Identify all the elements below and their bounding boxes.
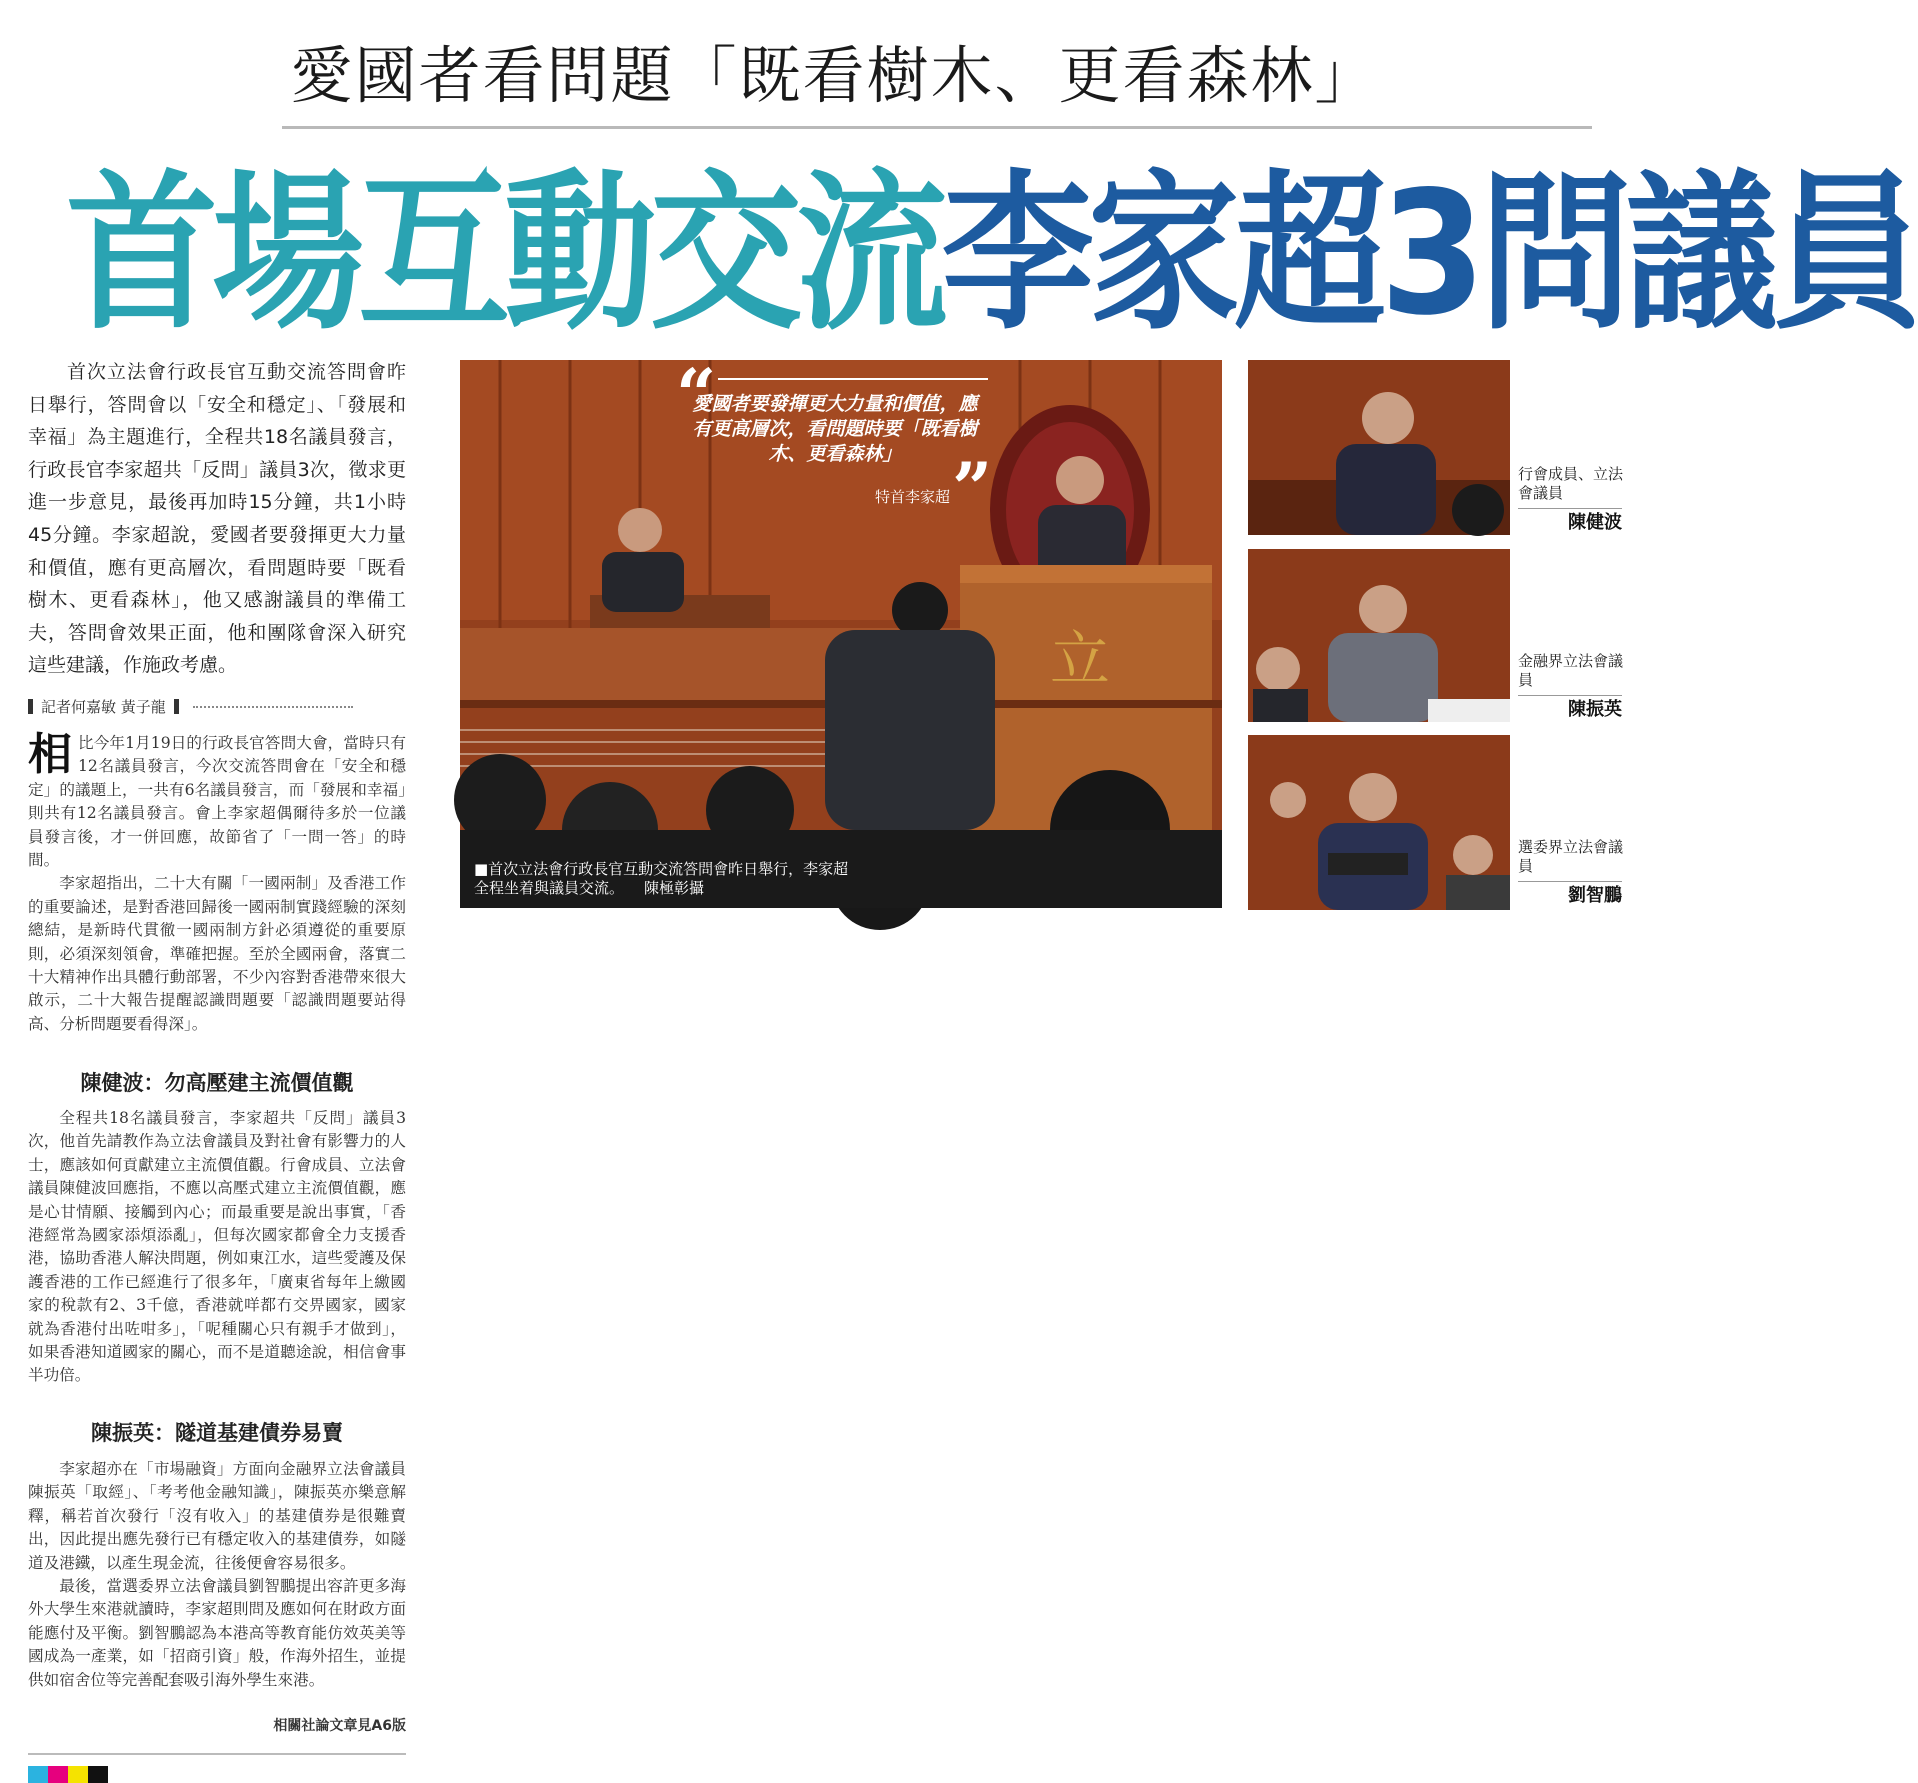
side-photo-1-label: 行會成員、立法會議員 — [1518, 465, 1624, 502]
kicker-divider — [282, 126, 1592, 129]
side-photo-2-label: 金融界立法會議員 — [1518, 652, 1624, 689]
side-photo-2 — [1248, 549, 1510, 722]
quote-divider — [718, 378, 988, 380]
side-photo-1-name: 陳健波 — [1568, 512, 1622, 533]
quote-open-icon: “ — [676, 353, 717, 436]
main-photo-caption — [474, 860, 854, 898]
photo-credit: 陳極彰攝 — [644, 879, 705, 897]
caption-text: ■首次立法會行政長官互動交流答問會昨日舉行，李家超全程坐着與議員交流。 — [474, 860, 849, 897]
body-paragraph: 李家超亦在「市場融資」方面向金融界立法會議員陳振英「取經」、「考考他金融知識」，陳振英亦樂意解釋，稱若首次發行「沒有收入」的基建債券是很難賣出，因此提出應先發行已有穩定收入的基建債券，如隧道及港鐵，以產生現金流，往後便會容易很多。 — [28, 1460, 406, 1572]
side-photo-1 — [1248, 360, 1510, 535]
body-paragraph — [28, 729, 406, 872]
side-label-divider — [1518, 695, 1622, 696]
paragraph-text: 比今年1月19日的行政長官答問大會，當時只有12名議員發言，今次交流答問會在「安全和穩定」的議題上，一共有6名議員發言，而「發展和幸福」則共有12名議員發言。會上李家超偶爾待多於一位議員發言後，才一併回應，故節省了「一問一答」的時間。 — [28, 734, 406, 870]
body-paragraph: 李家超指出，二十大有關「一國兩制」及香港工作的重要論述，是對香港回歸後一國兩制實踐經驗的深刻總結，是新時代貫徹一國兩制方針必須遵從的重要原則，必須深刻領會，準確把握。至於全國兩會，落實二十大精神作出具體行動部署，不少內容對香港帶來很大啟示，二十大報告提醒認識問題要「認識問題要站得高、分析問題要看得深」。 — [28, 874, 406, 1033]
see-also-note: 相關社論文章見A6版 — [267, 1715, 406, 1738]
article-body-section-1 — [28, 729, 406, 1036]
byline-bar-left — [28, 699, 33, 714]
color-swatch-yellow — [68, 1766, 88, 1783]
member-speaking-illustration — [1248, 735, 1510, 910]
article-body-section-2 — [28, 1107, 406, 1388]
headline-part-blue: 李家超3問議員 — [942, 154, 1918, 353]
side-photo-3-label: 選委界立法會議員 — [1518, 838, 1624, 875]
svg-text:立: 立 — [1050, 625, 1110, 695]
member-speaking-illustration — [1248, 360, 1510, 535]
quote-close-icon: ” — [952, 447, 993, 530]
main-headline — [66, 150, 1918, 357]
article-body-section-3 — [28, 1458, 406, 1738]
lead-text: 首次立法會行政長官互動交流答問會昨日舉行，答問會以「安全和穩定」、「發展和幸福」為主題進行，全程共18名議員發言，行政長官李家超共「反問」議員3次，徵求更進一步意見，最後再加時15分鐘，共1小時45分鐘。李家超說，愛國者要發揮更大力量和價值，應有更高層次，看問題時要「既看樹木、更看森林」，他又感謝議員的準備工夫，答問會效果正面，他和團隊會深入研究這些建議，作施政考慮。 — [28, 361, 406, 677]
byline-dotted-rule — [193, 706, 353, 708]
color-swatch-magenta — [48, 1766, 68, 1783]
body-paragraph: 最後，當選委界立法會議員劉智鵬提出容許更多海外大學生來港就讀時，李家超則問及應如何在財政方面能應付及平衡。劉智鵬認為本港高等教育能仿效英美等國成為一產業，如「招商引資」般，作海外招生，並提供如宿舍位等完善配套吸引海外學生來港。 — [28, 1577, 406, 1689]
pull-quote: 愛國者要發揮更大力量和價值，應有更高層次，看問題時要「既看樹木、更看森林」 — [692, 393, 978, 465]
subheading-chan-chun-ying: 陳振英：隧道基建債券易賣 — [91, 1421, 343, 1445]
side-photo-2-name: 陳振英 — [1568, 699, 1622, 720]
side-label-divider — [1518, 881, 1622, 882]
bottom-divider — [28, 1753, 406, 1755]
body-paragraph: 全程共18名議員發言，李家超共「反問」議員3次，他首先請教作為立法會議員及對社會有影響力的人士，應該如何貢獻建立主流價值觀。行會成員、立法會議員陳健波回應指，不應以高壓式建立主流價值觀，應是心甘情願、接觸到內心；而最重要是說出事實，「香港經常為國家添煩添亂」，但每次國家都會全力支援香港，協助香港人解決問題，例如東江水，這些愛護及保護香港的工作已經進行了很多年，「廣東省每年上繳國家的稅款有2、3千億，香港就咩都冇交畀國家，國家就為香港付出咗咁多」，「呢種關心只有親手才做到」，如果香港知道國家的關心，而不是道聽途說，相信會事半功倍。 — [28, 1109, 406, 1385]
byline — [28, 694, 426, 720]
subheading-chan-kin-por: 陳健波：勿高壓建主流價值觀 — [80, 1071, 354, 1095]
drop-cap: 相 — [28, 729, 72, 780]
headline-part-teal: 首場互動交流 — [66, 154, 942, 353]
byline-text: 記者何嘉敏 黃子龍 — [41, 698, 166, 716]
color-swatch-cyan — [28, 1766, 48, 1783]
kicker-headline: 愛國者看問題「既看樹木、更看森林」 — [290, 39, 1379, 112]
byline-bar-right — [174, 699, 179, 714]
side-photo-3-name: 劉智鵬 — [1568, 885, 1622, 906]
member-speaking-illustration — [1248, 549, 1510, 722]
lead-paragraph — [28, 356, 406, 682]
color-swatch-black — [88, 1766, 108, 1783]
quote-attribution: 特首李家超 — [874, 488, 950, 506]
side-photo-3 — [1248, 735, 1510, 910]
side-label-divider — [1518, 508, 1622, 509]
